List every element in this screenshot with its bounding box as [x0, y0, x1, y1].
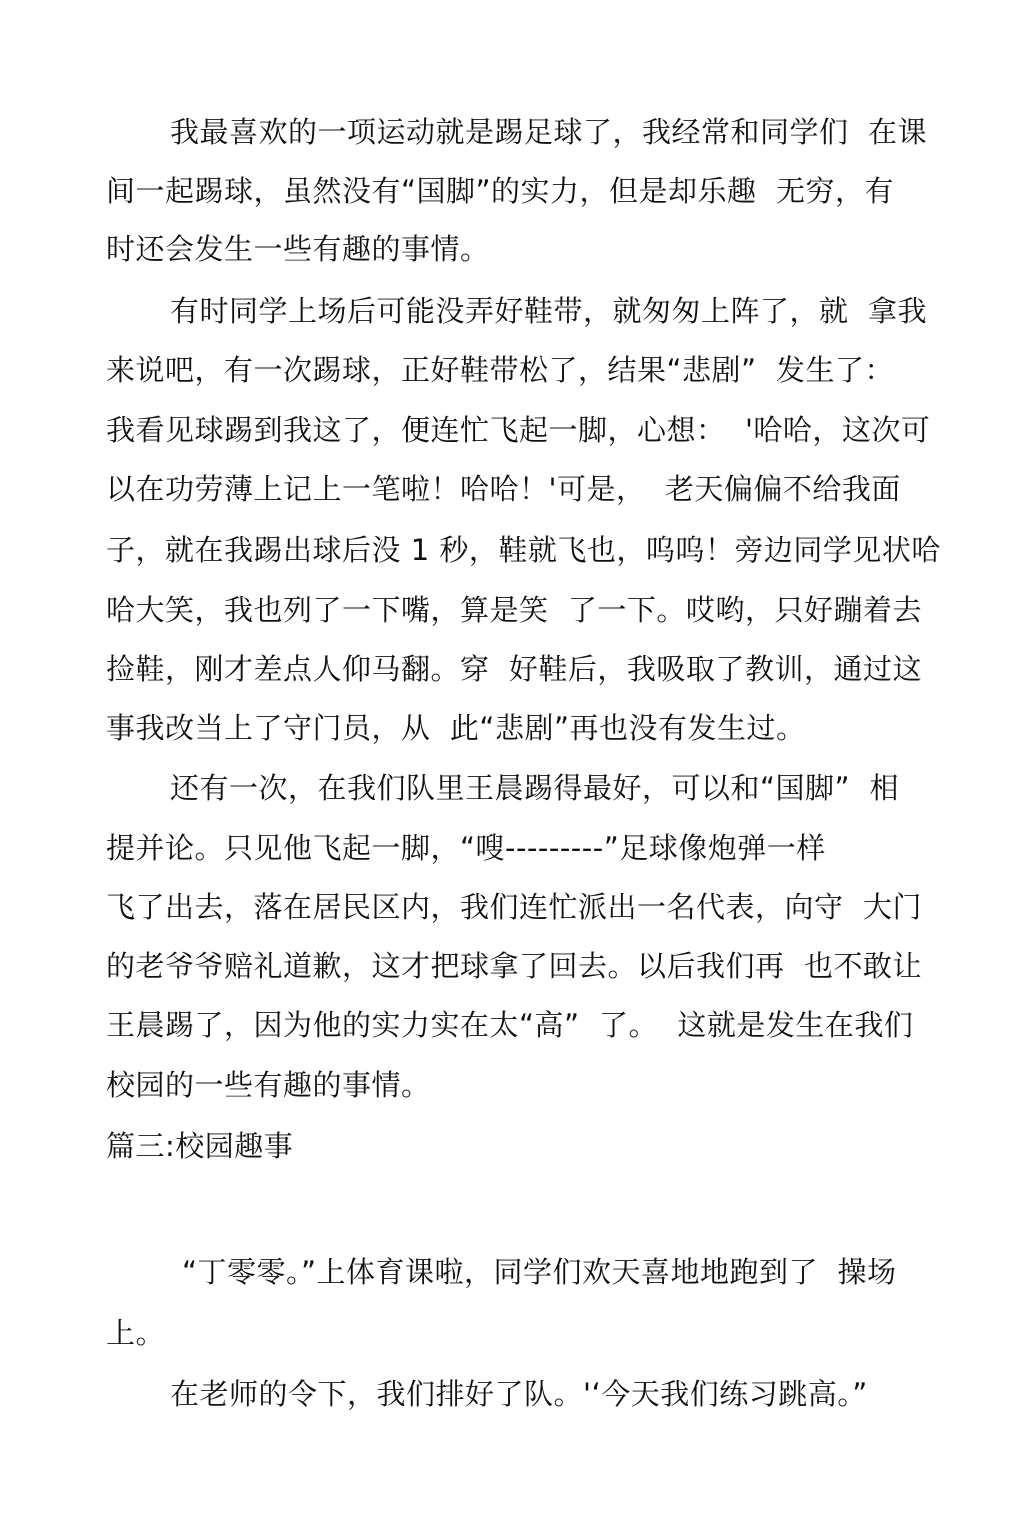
- paragraph-3-line-1: 还有一次，在我们队里王晨踢得最好，可以和“国脚” 相: [170, 771, 899, 805]
- paragraph-4-line-2: 上。: [106, 1316, 166, 1350]
- paragraph-3-line-6: 校园的一些有趣的事情。: [106, 1068, 431, 1102]
- paragraph-2-line-2: 来说吧，有一次踢球，正好鞋带松了，结果“悲剧” 发生了：: [106, 353, 894, 387]
- paragraph-1-line-1: 我最喜欢的一项运动就是踢足球了，我经常和同学们 在课: [170, 115, 927, 149]
- paragraph-4-line-1: “丁零零。”上体育课啦，同学们欢天喜地地跑到了 操场: [182, 1255, 897, 1289]
- paragraph-2-line-7: 捡鞋，刚才差点人仰马翻。穿 好鞋后，我吸取了教训，通过这: [106, 652, 922, 686]
- paragraph-3-line-2: 提并论。只见他飞起一脚，“嗖---------”足球像炮弹一样: [106, 831, 826, 865]
- paragraph-2-line-8: 事我改当上了守门员，从 此“悲剧”再也没有发生过。: [106, 711, 806, 745]
- section-heading: 篇三:校园趣事: [106, 1129, 294, 1163]
- paragraph-2-line-1: 有时同学上场后可能没弄好鞋带，就匆匆上阵了，就 拿我: [170, 294, 927, 328]
- paragraph-5-line-1: 在老师的令下，我们排好了队。'‘今天我们练习跳高。”: [170, 1377, 868, 1411]
- paragraph-3-line-5: 王晨踢了，因为他的实力实在太“高” 了。 这就是发生在我们: [106, 1008, 914, 1042]
- paragraph-2-line-6: 哈大笑，我也列了一下嘴，算是笑 了一下。哎哟，只好蹦着去: [106, 593, 922, 627]
- paragraph-2-line-3: 我看见球踢到我这了，便连忙飞起一脚，心想： '哈哈，这次可: [106, 413, 931, 447]
- paragraph-2-line-5: 子，就在我踢出球后没 1 秒，鞋就飞也，呜呜！旁边同学见状哈: [106, 533, 941, 567]
- paragraph-2-line-4: 以在功劳薄上记上一笔啦！哈哈！'可是， 老天偏偏不给我面: [106, 472, 901, 506]
- paragraph-1-line-2: 间一起踢球，虽然没有“国脚”的实力，但是却乐趣 无穷，有: [106, 174, 894, 208]
- paragraph-3-line-4: 的老爷爷赔礼道歉，这才把球拿了回去。以后我们再 也不敢让: [106, 949, 922, 983]
- paragraph-3-line-3: 飞了出去，落在居民区内，我们连忙派出一名代表，向守 大门: [106, 890, 922, 924]
- paragraph-1-line-3: 时还会发生一些有趣的事情。: [106, 232, 490, 266]
